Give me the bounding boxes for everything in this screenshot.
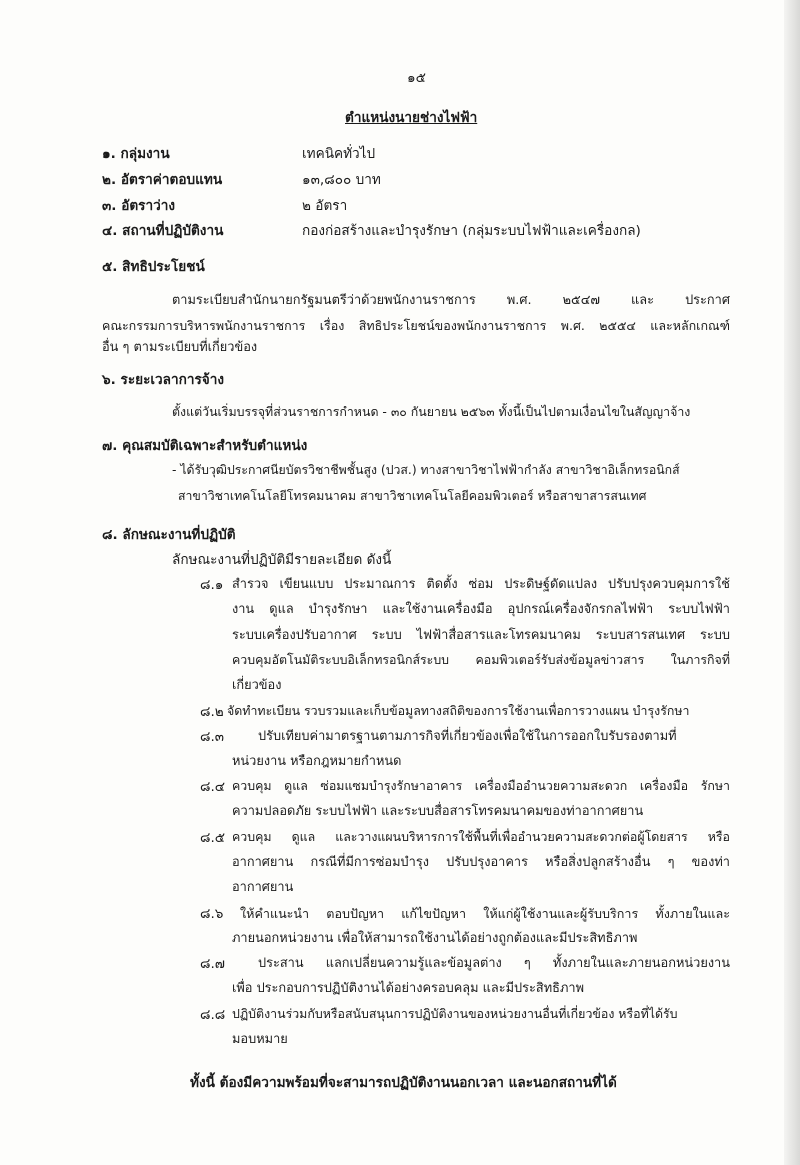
section-heading-benefits: ๕. สิทธิประโยชน์ [102, 259, 205, 275]
duties-intro: ลักษณะงานที่ปฏิบัติมีรายละเอียด ดังนี้ [172, 552, 392, 568]
field-value-salary: ๑๓,๘๐๐ บาท [302, 172, 381, 188]
duty-line: งาน ดูแล บำรุงรักษา และใช้งานเครื่องมือ อุปกรณ์เครื่องจักรกลไฟฟ้า ระบบไฟฟ้า [232, 602, 730, 617]
duty-line: เพื่อ ประกอบการปฏิบัติงานได้อย่างครอบคลุม และมีประสิทธิภาพ [232, 981, 585, 996]
duty-line: จัดทำทะเบียน รวบรวมและเก็บข้อมูลทางสถิติของการใช้งานเพื่อการวางแผน บำรุงรักษา [227, 703, 690, 718]
page-title: ตำแหน่งนายช่างไฟฟ้า [345, 110, 478, 126]
duty-number: ๘.๕ [200, 830, 226, 846]
duty-line: อากาศยาน [232, 880, 294, 895]
section-heading-duties: ๘. ลักษณะงานที่ปฏิบัติ [102, 527, 236, 543]
duty-line: มอบหมาย [232, 1032, 288, 1047]
section-heading-period: ๖. ระยะเวลาการจ้าง [102, 372, 225, 388]
field-label-vacancy: ๓. อัตราว่าง [102, 198, 176, 214]
period-text: ตั้งแต่วันเริ่มบรรจุที่ส่วนราชการกำหนด - ๓๐ กันยายน ๒๕๖๓ ทั้งนี้เป็นไปตามเงื่อนไขในสัญญาจ้าง [172, 404, 691, 419]
field-label-group: ๑. กลุ่มงาน [102, 146, 170, 162]
section-heading-qualifications: ๗. คุณสมบัติเฉพาะสำหรับตำแหน่ง [102, 438, 308, 454]
qualification-line: - ได้รับวุฒิประกาศนียบัตรวิชาชีพชั้นสูง (ปวส.) ทางสาขาวิชาไฟฟ้ากำลัง สาขาวิชาอิเล็กทรอนิกส์ [172, 463, 680, 477]
duty-line: ให้คำแนะนำ ตอบปัญหา แก้ไขปัญหา ให้แก่ผู้ใช้งานและผู้รับบริการ ทั้งภายในและ [240, 906, 730, 921]
duty-line: ควบคุมอัตโนมัติระบบอิเล็กทรอนิกส์ระบบ คอมพิวเตอร์รับส่งข้อมูลข่าวสาร ในภารกิจที่ [232, 652, 730, 667]
page-edge-shadow [784, 0, 800, 1165]
duty-line: ควบคุม ดูแล ซ่อมแซมบำรุงรักษาอาคาร เครื่องมืออำนวยความสะดวก เครื่องมือ รักษา [232, 778, 730, 793]
duty-line: เกี่ยวข้อง [232, 678, 282, 693]
duty-number: ๘.๓ [200, 729, 225, 745]
field-value-group: เทคนิคทั่วไป [302, 146, 376, 162]
field-value-vacancy: ๒ อัตรา [302, 198, 348, 214]
duty-number: ๘.๗ [200, 956, 226, 972]
benefits-line: ตามระเบียบสำนักนายกรัฐมนตรีว่าด้วยพนักงานราชการ พ.ศ. ๒๕๔๗ และ ประกาศ [172, 293, 730, 308]
closing-statement: ทั้งนี้ ต้องมีความพร้อมที่จะสามารถปฏิบัติงานนอกเวลา และนอกสถานที่ได้ [190, 1075, 617, 1091]
field-label-salary: ๒. อัตราค่าตอบแทน [102, 172, 223, 188]
duty-line: หน่วยงาน หรือกฎหมายกำหนด [232, 754, 402, 769]
duty-line: ประสาน แลกเปลี่ยนความรู้และข้อมูลต่าง ๆ ทั้งภายในและภายนอกหน่วยงาน [258, 956, 730, 971]
duty-number: ๘.๑ [200, 577, 224, 593]
benefits-line: คณะกรรมการบริหารพนักงานราชการ เรื่อง สิทธิประโยชน์ของพนักงานราชการ พ.ศ. ๒๕๕๔ และหลักเกณฑ์ [102, 318, 730, 333]
benefits-line: อื่น ๆ ตามระเบียบที่เกี่ยวข้อง [102, 340, 258, 355]
duty-number: ๘.๖ [200, 906, 224, 922]
qualification-line: สาขาวิชาเทคโนโลยีโทรคมนาคม สาขาวิชาเทคโนโลยีคอมพิวเตอร์ หรือสาขาสารสนเทศ [178, 489, 647, 503]
duty-line: ความปลอดภัย ระบบไฟฟ้า และระบบสื่อสารโทรคมนาคมของท่าอากาศยาน [232, 804, 644, 819]
duty-line: ภายนอกหน่วยงาน เพื่อให้สามารถใช้งานได้อย่างถูกต้องและมีประสิทธิภาพ [232, 931, 638, 946]
duty-line: อากาศยาน กรณีที่มีการซ่อมบำรุง ปรับปรุงอาคาร หรือสิ่งปลูกสร้างอื่น ๆ ของท่า [232, 855, 730, 870]
duty-number: ๘.๘ [200, 1007, 226, 1023]
duty-line: สำรวจ เขียนแบบ ประมาณการ ติดตั้ง ซ่อม ประดิษฐ์ดัดแปลง ปรับปรุงควบคุมการใช้ [232, 577, 730, 592]
duty-number: ๘.๒ [200, 704, 224, 720]
duty-line: ปรับเทียบค่ามาตรฐานตามภารกิจที่เกี่ยวข้องเพื่อใช้ในการออกใบรับรองตามที่ [258, 729, 677, 744]
duty-number: ๘.๔ [200, 779, 226, 795]
duty-line: ระบบเครื่องปรับอากาศ ระบบ ไฟฟ้าสื่อสารและโทรคมนาคม ระบบสารสนเทศ ระบบ [232, 628, 730, 643]
duty-line: ควบคุม ดูแล และวางแผนบริหารการใช้พื้นที่เพื่ออำนวยความสะดวกต่อผู้โดยสาร หรือ [232, 829, 730, 844]
page-number: ๑๕ [407, 70, 426, 86]
field-label-workplace: ๔. สถานที่ปฏิบัติงาน [102, 223, 224, 239]
field-value-workplace: กองก่อสร้างและบำรุงรักษา (กลุ่มระบบไฟฟ้าและเครื่องกล) [302, 223, 641, 239]
duty-line: ปฏิบัติงานร่วมกับหรือสนับสนุนการปฏิบัติงานของหน่วยงานอื่นที่เกี่ยวข้อง หรือที่ได้รับ [232, 1006, 678, 1021]
